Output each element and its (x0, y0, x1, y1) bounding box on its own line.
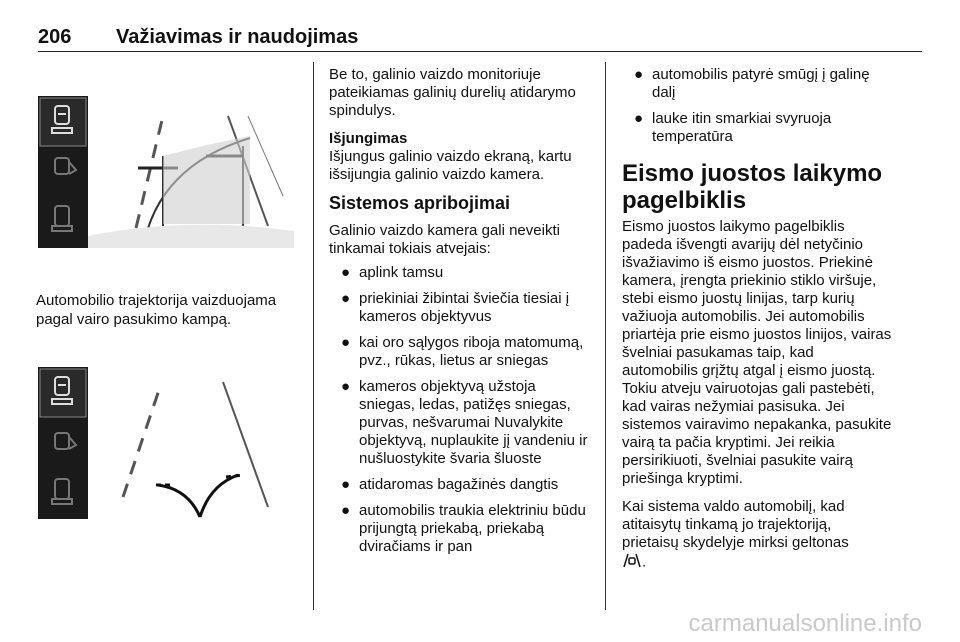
list-item-text: aplink tamsu (359, 264, 444, 281)
figure-caption: Automobilio trajektorija vaizduojama pagal vairo pasukimo kampą. (36, 292, 277, 328)
chapter-title: Važiavimas ir naudojimas (116, 26, 359, 48)
limits-heading: Sistemos apribojimai (329, 193, 511, 213)
list-item (329, 264, 594, 282)
page-number: 206 (38, 26, 72, 48)
limits-list (329, 264, 594, 556)
list-item (622, 110, 892, 146)
page-header (38, 26, 922, 52)
camera-illustration-tailgate (38, 367, 294, 519)
bullet-dot: ● (634, 66, 644, 83)
lka-paragraph-2-end: . (642, 553, 647, 571)
lka-paragraph-2 (622, 498, 892, 573)
watermark: carmanualsonline.info (688, 610, 922, 637)
lane-keep-assist-icon (622, 552, 642, 573)
list-item-text: kameros objektyvą užstoja sniegas, ledas, patižęs sniegas, purvas, nešvarumai Nuvalykite objektyvą, nuplaukite jį vandeniu ir nušluostykite švaria šluoste (359, 378, 588, 467)
bullet-dot: ● (341, 476, 351, 493)
list-item-text: lauke itin smarkiai svyruoja temperatūra (652, 110, 832, 145)
list-item-text: priekiniai žibintai šviečia tiesiai į kameros objektyvus (359, 290, 570, 325)
header-rule (38, 51, 922, 52)
middle-column (329, 66, 594, 564)
off-heading: Išjungimas (329, 130, 408, 147)
right-column (622, 66, 892, 573)
lka-paragraph-1: Eismo juostos laikymo pagelbiklis padeda išvengti avarijų dėl netyčinio išvažiavimo iš eismo juostos. Priekinė kamera, įrengta priekinio stiklo viršuje, stebi eismo juostų linijas, tarp kurių važiuoja automobilis. Jei automobilis priartėja prie eismo juostos linijos, vairas švelniai pasukamas taip, kad automobilis grįžtų atgal į eismo juostą. Tokiu atveju vairuotojas gali pastebėti, kad vairas nežymiai pasisuka. Jei sistemos vairavimo nepakanka, pasukite vairą ta pačia kryptimi. Jei reikia persirikiuoti, švelniai pasukite vairą priešinga kryptimi. (622, 218, 892, 487)
rear-camera-screen-top (38, 96, 294, 248)
list-item-text: kai oro sąlygos riboja matomumą, pvz., rūkas, lietus ar sniegas (359, 334, 584, 369)
bullet-dot: ● (341, 502, 351, 519)
bullet-dot: ● (634, 110, 644, 127)
list-item-text: automobilis traukia elektriniu būdu prijungtą priekabą, priekabą dviračiams ir pan (359, 502, 586, 555)
list-item-text: atidaromas bagažinės dangtis (359, 476, 559, 493)
bullet-dot: ● (341, 290, 351, 307)
list-item (329, 290, 594, 326)
list-item (329, 476, 594, 494)
column-divider-right (605, 62, 606, 610)
rear-camera-screen-bottom (38, 367, 294, 519)
limits-list-continued (622, 66, 892, 146)
limits-intro: Galinio vaizdo kamera gali neveikti tinkamai tokiais atvejais: (329, 222, 560, 257)
list-item (329, 334, 594, 370)
list-item-text: automobilis patyrė smūgį į galinę dalį (652, 66, 870, 101)
list-item (329, 502, 594, 556)
bullet-dot: ● (341, 378, 351, 395)
bullet-dot: ● (341, 334, 351, 351)
list-item (622, 66, 892, 102)
off-paragraph: Išjungus galinio vaizdo ekraną, kartu išsijungia galinio vaizdo kamera. (329, 148, 572, 183)
lka-paragraph-2-text: Kai sistema valdo automobilį, kad atitaisytų tinkamą jo trajektoriją, prietaisų skydelyje mirksi geltonas (622, 498, 849, 551)
column-divider-left (313, 62, 314, 610)
intro-paragraph: Be to, galinio vaizdo monitoriuje pateikiamas galinių durelių atidarymo spindulys. (329, 66, 576, 119)
camera-illustration-trajectory (38, 96, 294, 248)
section-heading: Eismo juostos laikymo pagelbiklis (622, 160, 883, 214)
bullet-dot: ● (341, 264, 351, 281)
list-item (329, 378, 594, 468)
